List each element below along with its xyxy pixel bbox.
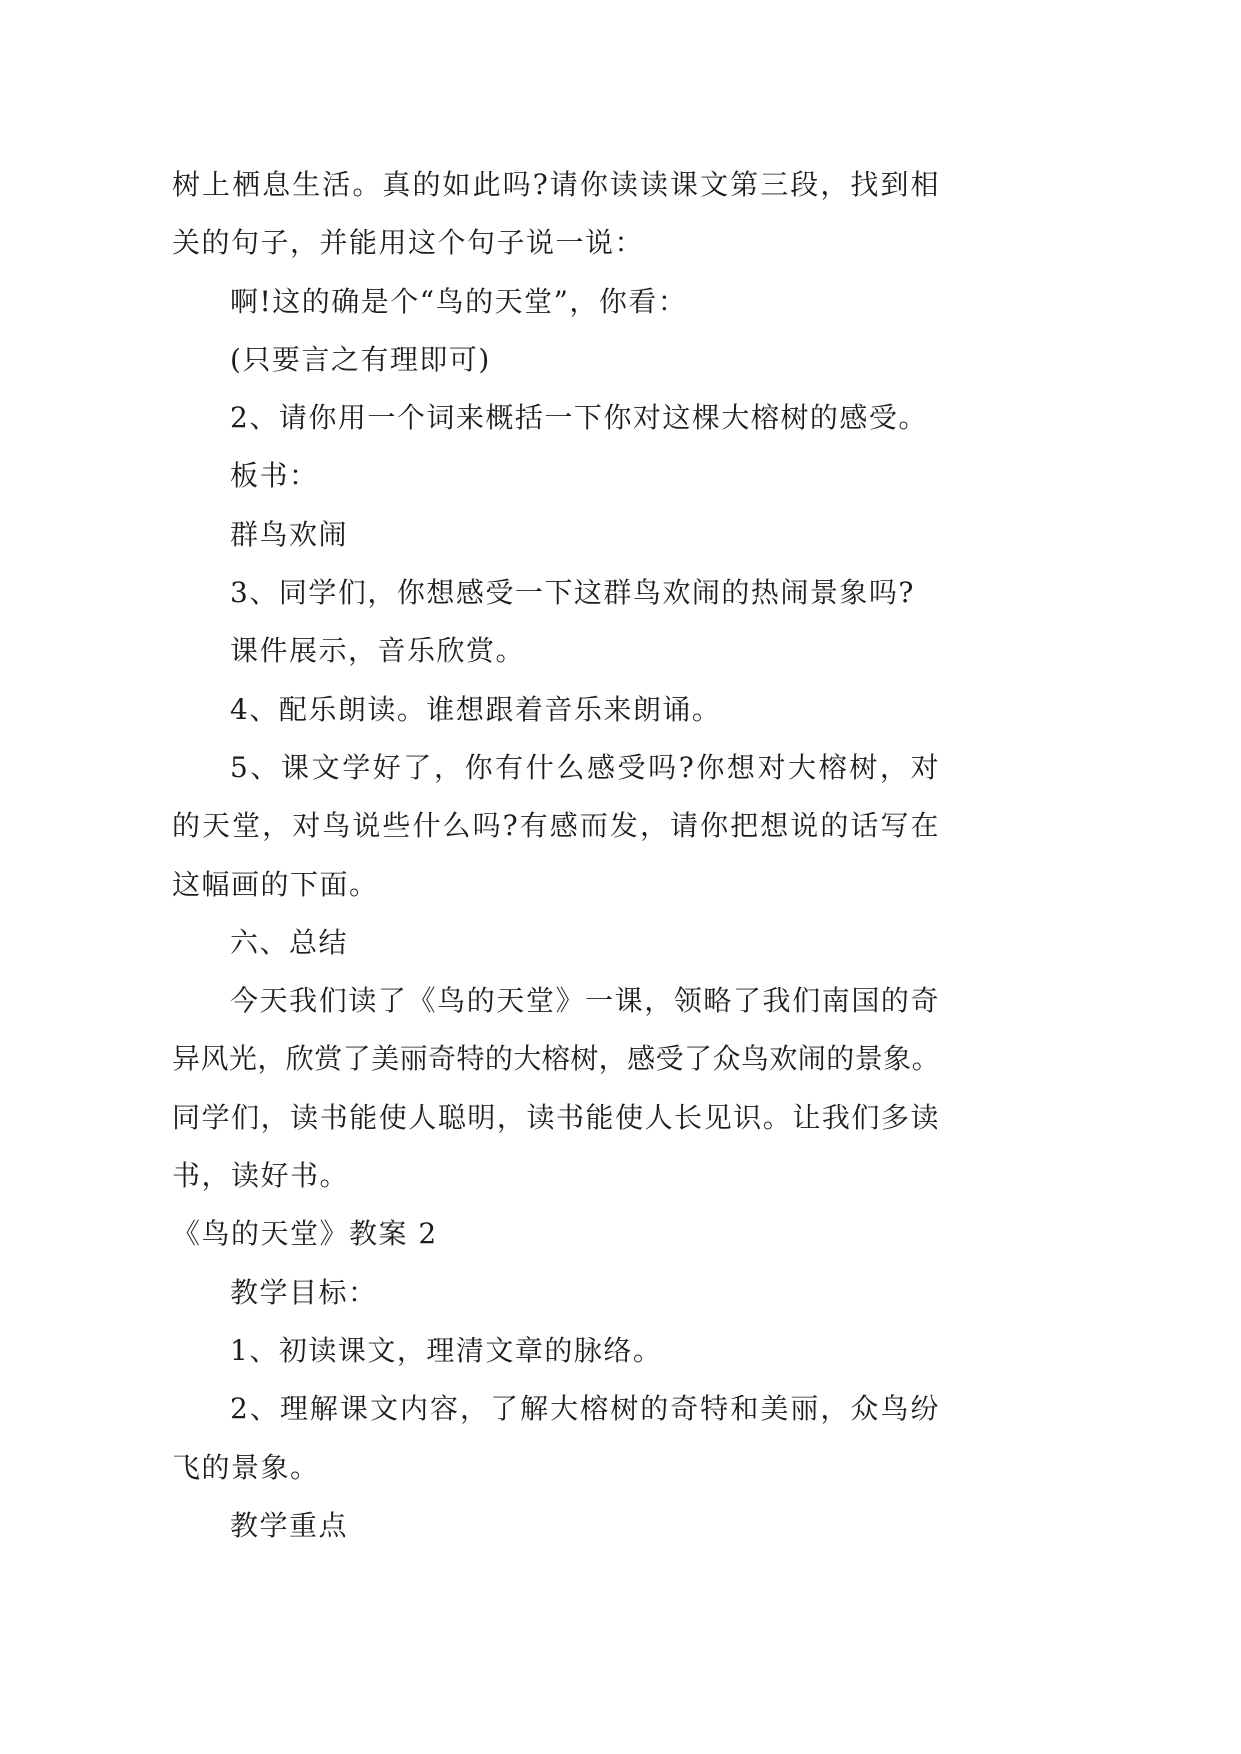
text-line: 《鸟的天堂》教案 2 <box>172 1217 438 1251</box>
text-line: 群鸟欢闹 <box>230 517 349 551</box>
lesson-plan-title <box>172 1205 940 1263</box>
text-line: 同学们，读书能使人聪明，读书能使人长见识。让我们多读 <box>172 1100 940 1134</box>
paragraph <box>172 506 940 564</box>
paragraph <box>172 273 940 331</box>
section-heading <box>172 1497 940 1555</box>
text-line: 教学重点 <box>230 1508 349 1542</box>
text-line: 2、请你用一个词来概括一下你对这棵大榕树的感受。 <box>230 401 928 435</box>
text-line: 4、配乐朗读。谁想跟着音乐来朗诵。 <box>230 692 722 726</box>
text-line: 课件展示，音乐欣赏。 <box>230 634 526 668</box>
text-line: 3、同学们，你想感受一下这群鸟欢闹的热闹景象吗? <box>230 576 915 610</box>
section-heading <box>172 1264 940 1322</box>
text-line: 板书： <box>230 459 319 493</box>
text-line: 异风光，欣赏了美丽奇特的大榕树，感受了众鸟欢闹的景象。 <box>172 1042 940 1076</box>
text-line: 这幅画的下面。 <box>172 867 379 901</box>
paragraph <box>172 739 940 914</box>
paragraph <box>172 622 940 680</box>
text-line: 2、理解课文内容，了解大榕树的奇特和美丽，众鸟纷 <box>230 1392 940 1426</box>
paragraph <box>172 331 940 389</box>
text-line: 的天堂，对鸟说些什么吗?有感而发，请你把想说的话写在 <box>172 809 940 843</box>
paragraph <box>172 389 940 447</box>
text-line: (只要言之有理即可) <box>230 342 491 376</box>
text-line: 书，读好书。 <box>172 1159 350 1193</box>
paragraph <box>172 1322 940 1380</box>
text-line: 5、课文学好了，你有什么感受吗?你想对大榕树，对 <box>230 750 940 784</box>
paragraph <box>172 156 940 273</box>
text-line: 飞的景象。 <box>172 1450 320 1484</box>
text-line: 啊!这的确是个“鸟的天堂”，你看： <box>230 284 688 318</box>
section-heading <box>172 914 940 972</box>
paragraph <box>172 1380 940 1497</box>
paragraph <box>172 972 940 1205</box>
text-line: 1、初读课文，理清文章的脉络。 <box>230 1333 663 1367</box>
text-line: 关的句子，并能用这个句子说一说： <box>172 226 645 260</box>
text-line: 树上栖息生活。真的如此吗?请你读读课文第三段，找到相 <box>172 168 940 201</box>
document-body <box>172 156 940 1555</box>
paragraph <box>172 564 940 622</box>
text-line: 六、总结 <box>230 925 349 959</box>
text-line: 今天我们读了《鸟的天堂》一课，领略了我们南国的奇 <box>230 984 940 1018</box>
text-line: 教学目标： <box>230 1275 378 1309</box>
paragraph <box>172 447 940 505</box>
paragraph <box>172 681 940 739</box>
